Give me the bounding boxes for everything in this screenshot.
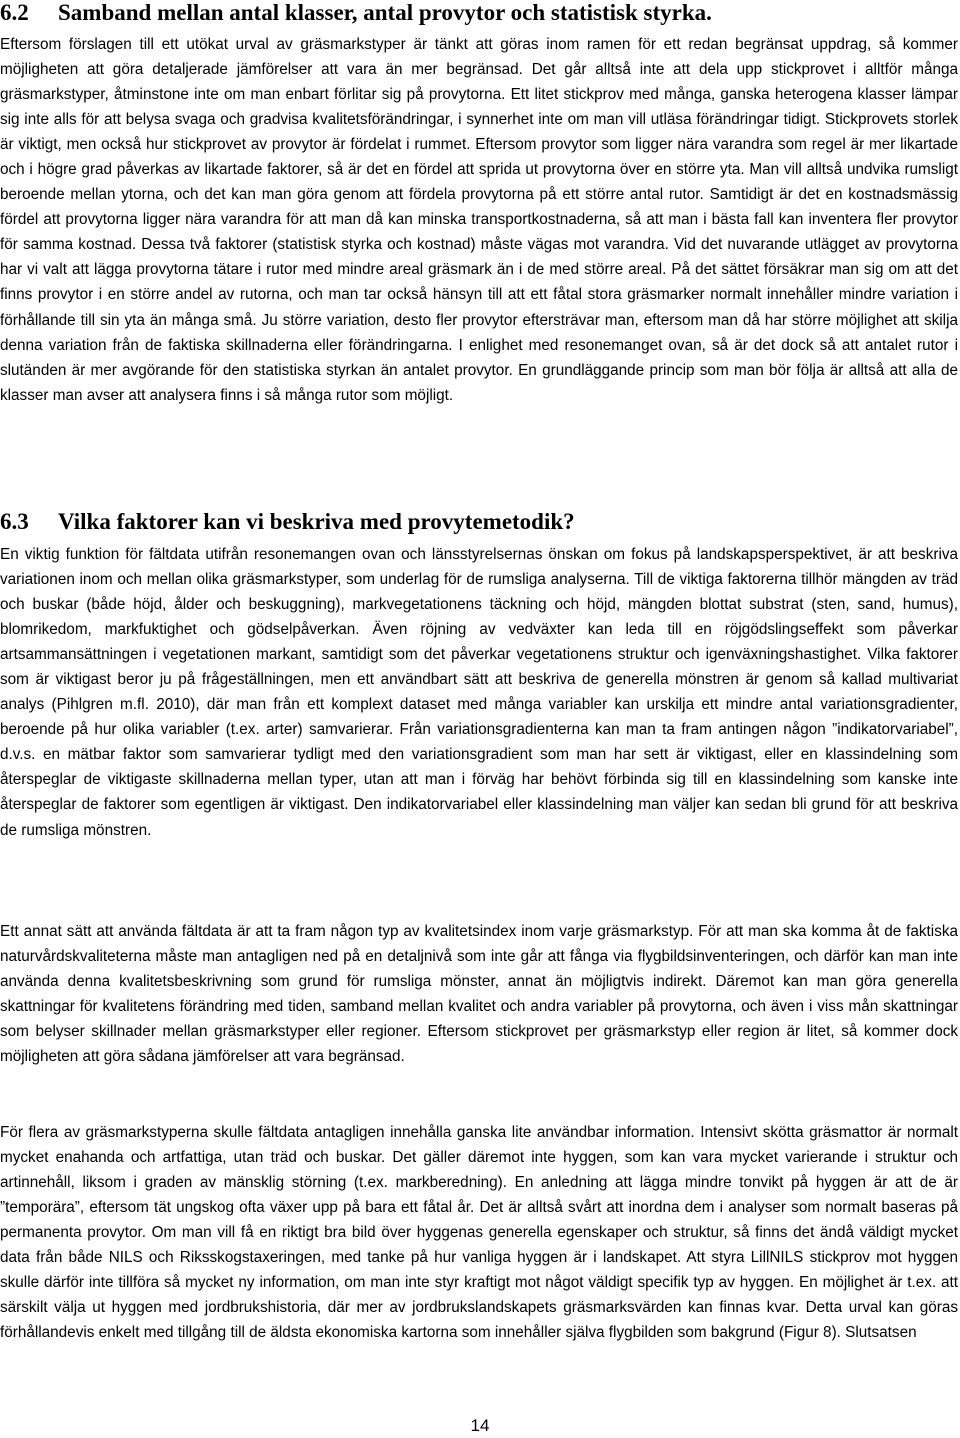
section-heading-6-3 (0, 509, 575, 535)
paragraph-6-2-1: Eftersom förslagen till ett utökat urval av gräsmarkstyper är tänkt att göras inom ramen för ett redan begränsat uppdrag, så kommer möjligheten att göra detaljerade jämförelser att vara än mer begränsad. Det går alltså inte att dela upp stickprovet i alltför många gräsmarkstyper, åtminstone inte om man enbart förlitar sig på provytorna. Ett litet stickprov med många, ganska heterogena klasser lämpar sig inte alls för att belysa svaga och gradvisa kvalitetsförändringar, i synnerhet inte om man vill utläsa förändringar tidigt. Stickprovets storlek är viktigt, men också hur stickprovet av provytor är fördelat i rummet. Eftersom provytor som ligger nära varandra som regel är mer likartade och i högre grad påverkas av likartade faktorer, så är det en fördel att sprida ut provytorna över en större yta. Man vill alltså undvika rumsligt beroende mellan ytorna, och det kan man göra genom att fördela provytorna på ett större antal rutor. Samtidigt är det en kostnadsmässig fördel att provytorna ligger nära varandra för att man då kan minska transportkostnaderna, så att man i bästa fall kan inventera fler provytor för samma kostnad. Dessa två faktorer (statistisk styrka och kostnad) måste vägas mot varandra. Vid det nuvarande utlägget av provytorna har vi valt att lägga provytorna tätare i rutor med mindre areal gräsmark än i de med större areal. På det sättet försäkrar man sig om att det finns provytor i en större andel av rutorna, och man tar också hänsyn till att ett fåtal stora gräsmarker normalt innehåller mindre variation i förhållande till sin yta än många små. Ju större variation, desto fler provytor eftersträvar man, eftersom man då har större möjlighet att skilja denna variation från de faktiska skillnaderna eller förändringarna. I enlighet med resonemanget ovan, så är det dock så att antalet rutor i slutänden är mer avgörande för den statistiska styrkan än antalet provytor. En grundläggande princip som man bör följa är alltså att alla de klasser man avser att analysera finns i så många rutor som möjligt. (0, 36, 958, 404)
paragraph-6-3-2: Ett annat sätt att använda fältdata är att ta fram någon typ av kvalitetsindex inom varje gräsmarkstyp. För att man ska komma åt de faktiska naturvårdskvaliteterna måste man antagligen ned på en detaljnivå som inte går att fånga via flygbildsinventeringen, och därför kan man inte använda denna kvalitetsbeskrivning som grund för rumsliga mönster, annat än möjligtvis indirekt. Däremot kan man göra generella skattningar för kvalitetens förändring med tiden, samband mellan kvalitet och andra variabler på provytorna, och även i viss mån skattningar som belyser skillnader mellan gräsmarkstyper eller regioner. Eftersom stickprovet per gräsmarkstyp eller region är litet, så kommer dock möjligheten att göra sådana jämförelser att vara begränsad. (0, 923, 958, 1066)
paragraph-6-3-1: En viktig funktion för fältdata utifrån resonemangen ovan och länsstyrelsernas önskan om fokus på landskapsperspektivet, är att beskriva variationen inom och mellan olika gräsmarkstyper, som underlag för de rumsliga analyserna. Till de viktiga faktorerna tillhör mängden av träd och buskar (både höjd, ålder och beskuggning), markvegetationens täckning och höjd, mängden blottat substrat (sten, sand, humus), blomrikedom, markfuktighet och gödselpåverkan. Även röjning av vedväxter kan leda till en röjgödslingseffekt som påverkar artsammansättningen i vegetationen markant, samtidigt som det påverkar vegetationens struktur och igenväxningshastighet. Vilka faktorer som är viktigast beror ju på frågeställningen, men ett användbart sätt att beskriva de generella mönstren är genom så kallad multivariat analys (Pihlgren m.fl. 2010), där man från ett komplext dataset med många variabler kan urskilja ett mindre antal variationsgradienter, beroende på hur olika variabler (t.ex. arter) samvarierar. Från variationsgradienterna kan man ta fram antingen någon ”indikatorvariabel”, d.v.s. en mätbar faktor som samvarierar tydligt med den variationsgradient som man har sett är viktigast, eller en klassindelning som återspeglar de viktigaste skillnaderna mellan typer, utan att man i förväg har behövt förbinda sig till en klassindelning som kanske inte återspeglar de faktorer som egentligen är viktigast. Den indikatorvariabel eller klassindelning man väljer kan sedan bli grund för att beskriva de rumsliga mönstren. (0, 546, 958, 839)
section-number: 6.2 (0, 0, 29, 25)
page-number: 14 (470, 1416, 490, 1435)
section-title: Samband mellan antal klasser, antal provytor och statistisk styrka. (58, 0, 712, 25)
section-title: Vilka faktorer kan vi beskriva med provytemetodik? (58, 509, 575, 534)
section-heading-6-2 (0, 0, 712, 26)
paragraph-6-3-3: För flera av gräsmarkstyperna skulle fältdata antagligen innehålla ganska lite användbar information. Intensivt skötta gräsmattor är normalt mycket enahanda och artfattiga, utan träd och buskar. Det gäller däremot inte hyggen, som kan vara mycket varierande i struktur och artinnehåll, liksom i graden av mänsklig störning (t.ex. markberedning). En anledning att lägga mindre tonvikt på hyggen är att de är ”temporära”, eftersom tät ungskog ofta växer upp på bara ett fåtal år. Det är alltså svårt att inordna dem i analyser som normalt baseras på permanenta provytor. Om man vill få en riktigt bra bild över hyggenas generella egenskaper och struktur, så finns det ändå väldigt mycket data från både NILS och Riksskogstaxeringen, med tanke på hur vanliga hyggen är i landskapet. Att styra LillNILS stickprov mot hyggen skulle därför inte tillföra så mycket ny information, om man inte styr kraftigt mot något väldigt specifik typ av hyggen. En möjlighet är t.ex. att särskilt välja ut hyggen med jordbrukshistoria, där mer av jordbrukslandskapets gräsmarksvärden kan finnas kvar. Detta urval kan göras förhållandevis enkelt med tillgång till de äldsta ekonomiska kartorna som innehåller själva flygbilden som bakgrund (Figur 8). Slutsatsen (0, 1124, 958, 1342)
section-number: 6.3 (0, 509, 29, 534)
